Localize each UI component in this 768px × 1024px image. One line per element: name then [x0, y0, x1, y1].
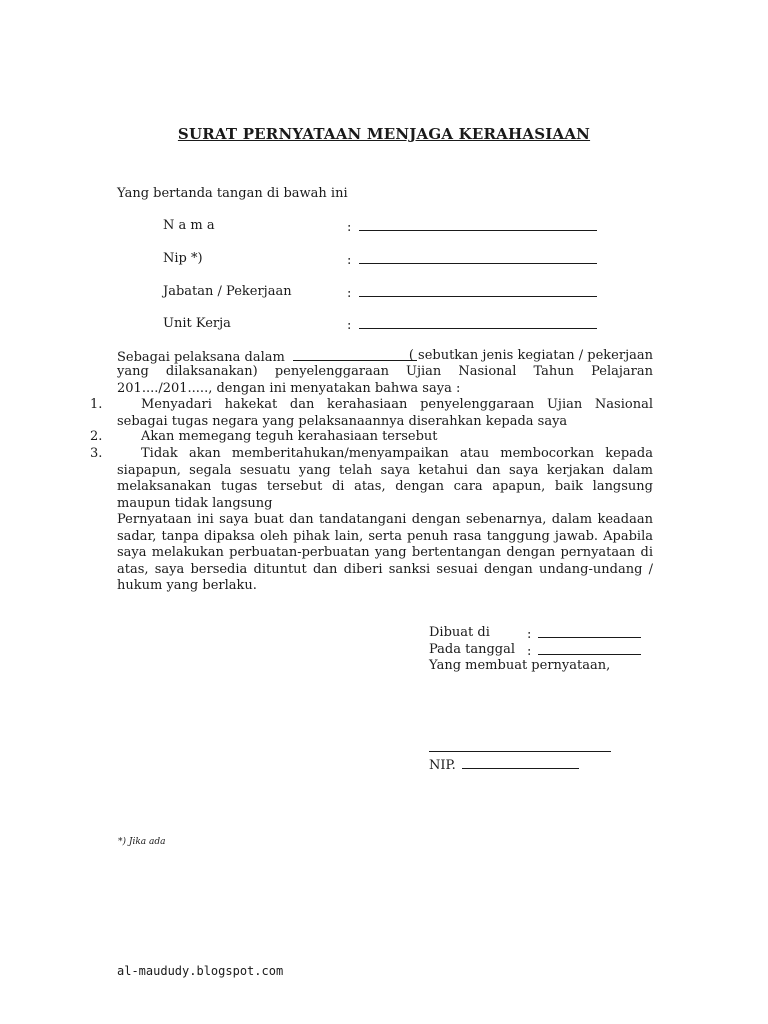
fill-in-blank [359, 251, 597, 264]
document-title: SURAT PERNYATAAN MENJAGA KERAHASIAAN [177, 125, 591, 143]
footnote: *) Jika ada [118, 837, 166, 847]
fill-in-blank [359, 218, 597, 231]
place-field [527, 625, 641, 643]
website-credit: al-maududy.blogspot.com [117, 964, 284, 978]
field-nip [347, 251, 597, 269]
fill-in-blank [538, 642, 641, 655]
nip-label: NIP. [429, 758, 456, 773]
field-colon: : [347, 318, 352, 333]
fill-in-blank [538, 625, 641, 638]
intro-text: Yang bertanda tangan di bawah ini [117, 186, 348, 201]
item-text: Akan memegang teguh kerahasiaan tersebut [141, 429, 438, 444]
closing-paragraph: Pernyataan ini saya buat dan tandatangani dengan sebenarnya, dalam keadaan sadar, tanpa dipaksa oleh pihak lain, serta penuh rasa tanggung jawab. Apabila saya melakukan perbuatan-perbuatan yang bertentangan dengan pernyataan di atas, saya bersedia dituntut dan diberi sanksi sesuai dengan undang-undang / hukum yang berlaku. [117, 512, 653, 593]
maker-label: Yang membuat pernyataan, [429, 658, 611, 673]
item-number: 2. [90, 429, 103, 444]
place-label: Dibuat di [429, 625, 490, 640]
field-label-nip: Nip *) [163, 251, 203, 266]
item-number: 1. [90, 397, 103, 412]
fill-in-blank [293, 348, 417, 361]
date-label: Pada tanggal [429, 642, 516, 657]
fill-in-blank [359, 284, 597, 297]
item-number: 3. [90, 446, 103, 461]
field-label-jabatan: Jabatan / Pekerjaan [163, 284, 292, 299]
field-unit-kerja [347, 316, 597, 334]
field-colon: : [527, 627, 532, 642]
field-colon: : [347, 220, 352, 235]
item-text: Tidak akan memberitahukan/menyampaikan atau membocorkan kepada siapapun, segala sesuatu yang telah saya ketahui dan saya kerjakan dalam melaksanakan tugas tersebut di atas, dengan cara apapun, baik langsung maupun tidak langsung [117, 446, 653, 511]
statement-text: Sebagai pelaksana dalam [117, 350, 285, 365]
field-jabatan [347, 284, 597, 302]
field-colon: : [347, 286, 352, 301]
signature-line [429, 750, 611, 752]
item-text: Menyadari hakekat dan kerahasiaan penyelenggaraan Ujian Nasional sebagai tugas negara yang pelaksanaannya diserahkan kepada saya [117, 397, 653, 429]
nip-field [429, 756, 579, 774]
field-colon: : [347, 253, 352, 268]
field-colon: : [527, 644, 532, 659]
statement-text: ( sebutkan jenis kegiatan / pekerjaan [408, 348, 653, 363]
fill-in-blank [462, 756, 579, 769]
fill-in-blank [359, 316, 597, 329]
field-label-unit-kerja: Unit Kerja [163, 316, 231, 331]
statement-line-3: 201..../201....., dengan ini menyatakan bahwa saya : [117, 381, 461, 396]
statement-line-2: yang dilaksanakan) penyelenggaraan Ujian Nasional Tahun Pelajaran [117, 364, 653, 379]
field-label-nama: N a m a [163, 218, 215, 233]
field-nama [347, 218, 597, 236]
